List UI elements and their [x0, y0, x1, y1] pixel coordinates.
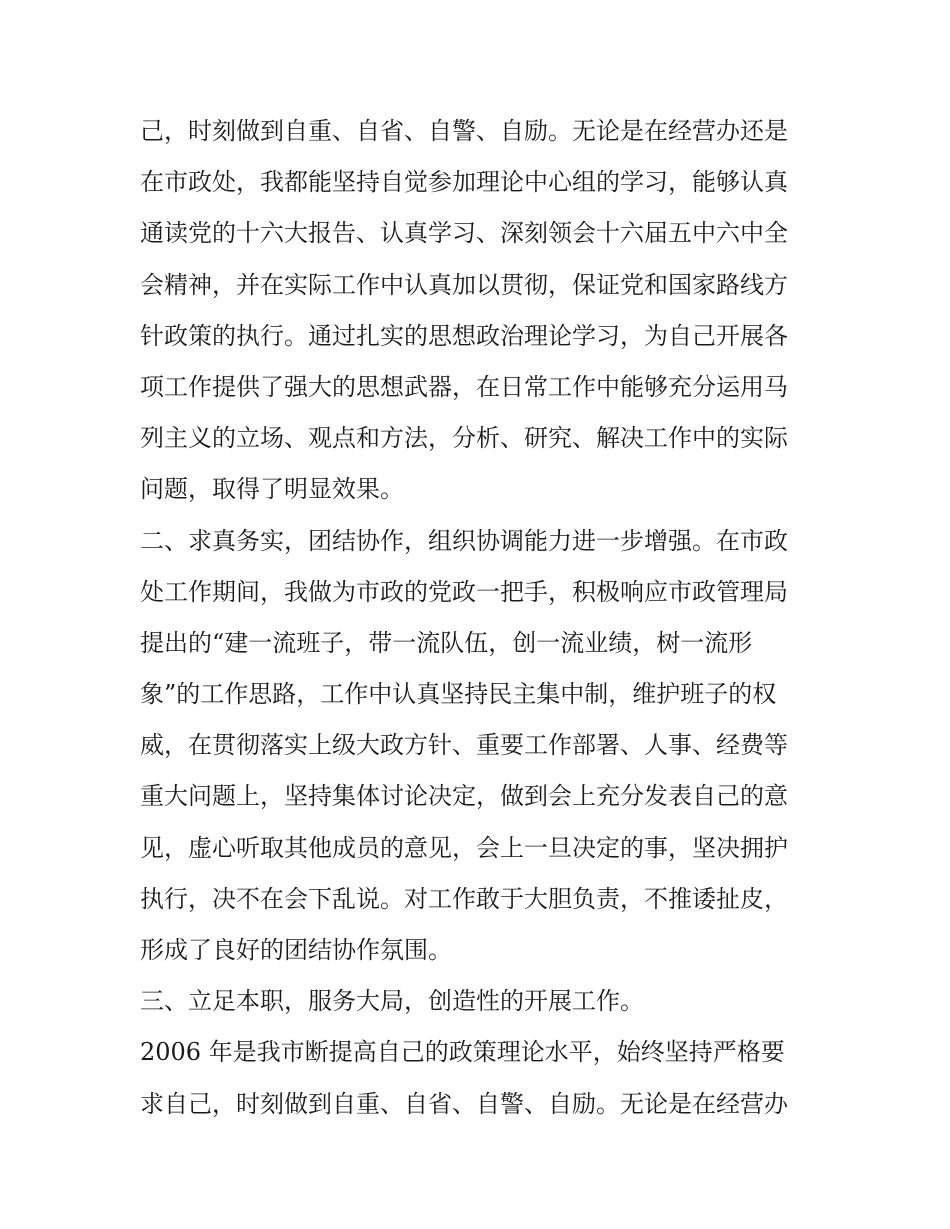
text-line: 执行，决不在会下乱说。对工作敢于大胆负责，不推诿扯皮， — [140, 884, 788, 913]
section-heading-3: 三、立足本职，服务大局，创造性的开展工作。 — [140, 987, 644, 1016]
text-line: 列主义的立场、观点和方法，分析、研究、解决工作中的实际 — [140, 424, 788, 453]
text-line: 处工作期间，我做为市政的党政一把手，积极响应市政管理局 — [140, 577, 788, 606]
text-line: 求自己，时刻做到自重、自省、自警、自励。无论是在经营办 — [140, 1089, 788, 1118]
text-line: 象”的工作思路，工作中认真坚持民主集中制，维护班子的权 — [140, 680, 777, 709]
text-line: 形成了良好的团结协作氛围。 — [140, 936, 452, 964]
text-line: 威，在贯彻落实上级大政方针、重要工作部署、人事、经费等 — [140, 731, 788, 760]
text-line: 针政策的执行。通过扎实的思想政治理论学习，为自己开展各 — [140, 321, 788, 350]
text-line: 会精神，并在实际工作中认真加以贯彻，保证党和国家路线方 — [140, 270, 788, 299]
body-text — [140, 110, 830, 1134]
section-heading-2: 二、求真务实，团结协作，组织协调能力进一步增强。在市政 — [140, 526, 788, 555]
text-line: 重大问题上，坚持集体讨论决定，做到会上充分发表自己的意 — [140, 782, 788, 811]
text-line: 己，时刻做到自重、自省、自警、自励。无论是在经营办还是 — [140, 117, 788, 145]
text-line: 在市政处，我都能坚持自觉参加理论中心组的学习，能够认真 — [140, 168, 788, 197]
text-line: 2006 年是我市断提高自己的政策理论水平，始终坚持严格要 — [140, 1038, 785, 1067]
text-line: 项工作提供了强大的思想武器，在日常工作中能够充分运用马 — [140, 372, 788, 401]
text-line: 问题，取得了明显效果。 — [140, 475, 404, 504]
text-line: 通读党的十六大报告、认真学习、深刻领会十六届五中六中全 — [140, 219, 788, 248]
text-line: 提出的“建一流班子，带一流队伍，创一流业绩，树一流形 — [140, 628, 753, 657]
text-line: 见，虚心听取其他成员的意见，会上一旦决定的事，坚决拥护 — [140, 833, 788, 862]
